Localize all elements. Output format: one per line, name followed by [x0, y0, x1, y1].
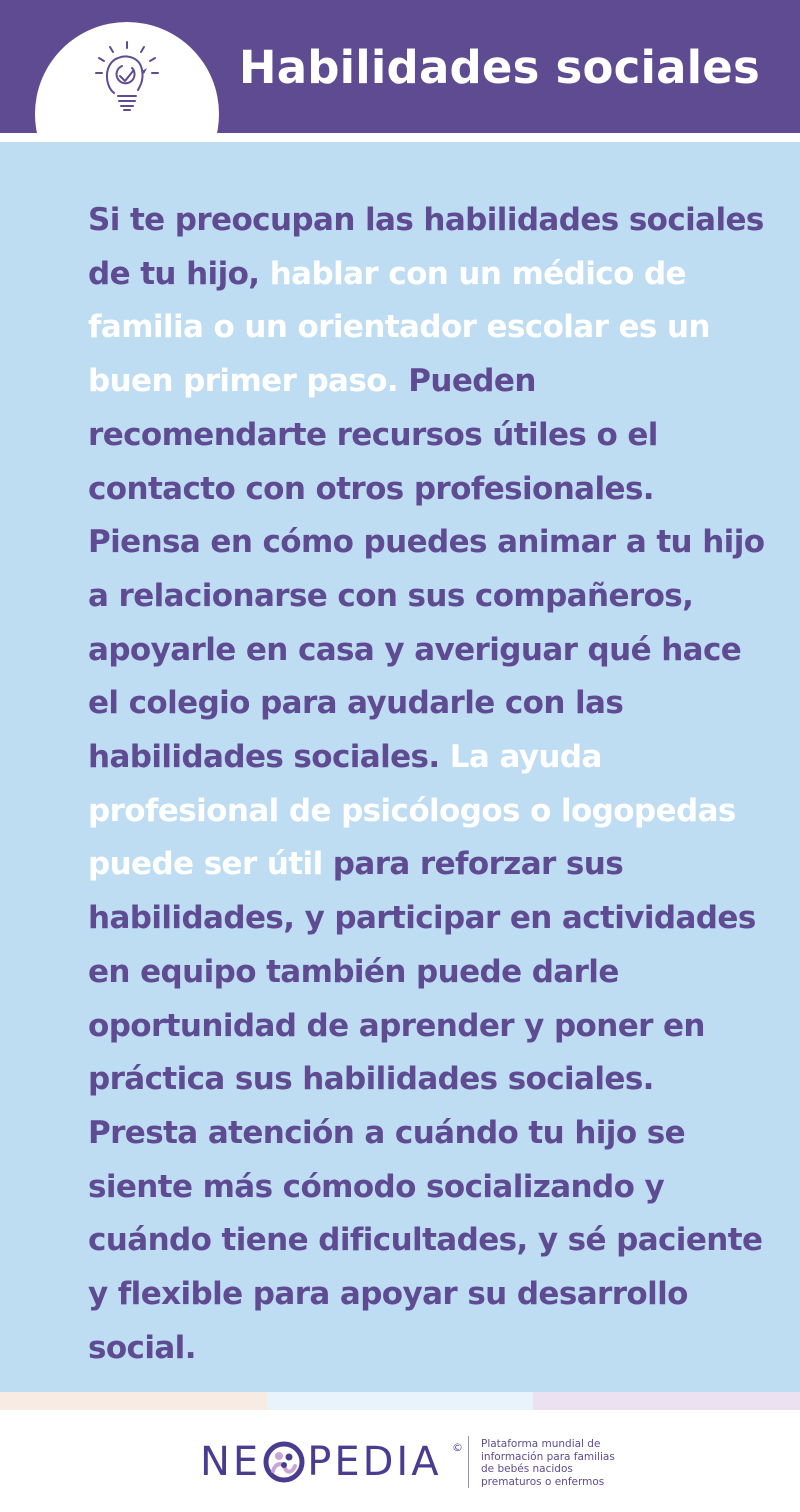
body-segment-highlight: La ayuda profesional de psicólogos o logopedas puede ser útil [88, 739, 736, 883]
decorative-stripes [0, 1392, 800, 1410]
logo-family-icon [263, 1441, 305, 1483]
body-segment-highlight: hablar con un médico de familia o un orientador escolar es un buen primer paso. [88, 255, 710, 400]
logo-text-right: PEDIA [307, 1439, 442, 1485]
body-segment: Pueden recomendarte recursos útiles o el contacto con otros profesionales. Piensa en cómo puedes animar a tu hijo a relacionarse con sus compañeros, apoyarle en casa y averiguar qué hace el colegio para ayudarle con las habilidades sociales. [88, 363, 765, 776]
tagline-line: de bebés nacidos [481, 1463, 573, 1475]
tagline-line: prematuros o enfermos [481, 1475, 605, 1488]
tagline [481, 1438, 651, 1488]
tagline-line: Plataforma mundial de [481, 1438, 601, 1450]
header-banner [0, 0, 800, 133]
tagline-line: información para familias [481, 1450, 615, 1463]
logo-text-left: NE [200, 1439, 262, 1485]
stripe-lilac [533, 1392, 800, 1410]
stripe-peach [0, 1392, 267, 1410]
body-segment: Si te preocupan las habilidades sociales de tu hijo, [88, 202, 764, 292]
footer-divider [468, 1436, 469, 1488]
stripe-blue [267, 1392, 534, 1410]
lightbulb-check-icon [92, 38, 162, 118]
copyright-mark: © [452, 1441, 463, 1454]
body-paragraph [88, 194, 768, 1375]
footer [0, 1410, 800, 1512]
header-divider [0, 133, 800, 142]
neopedia-logo [200, 1438, 463, 1486]
page-title: Habilidades sociales [238, 41, 760, 94]
body-segment: para reforzar sus habilidades, y participar en actividades en equipo también puede darle oportunidad de aprender y poner en práctica sus habilidades sociales. Presta atención a cuándo tu hijo se siente más cómodo socializando y cuándo tiene dificultades, y sé paciente y flexible para apoyar su desarrollo social. [88, 846, 763, 1366]
